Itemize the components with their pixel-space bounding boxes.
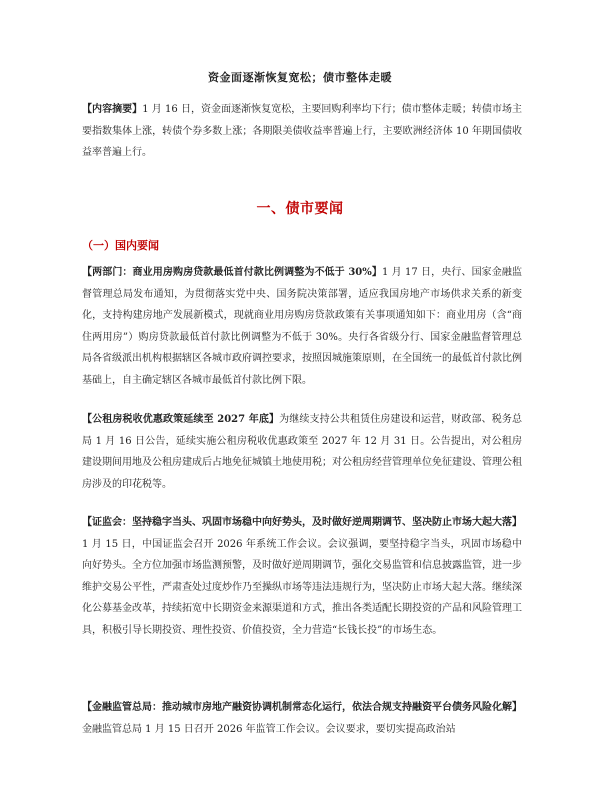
news-item [82,409,522,495]
news-item-headline: 【证监会：坚持稳字当头、巩固市场稳中向好势头，及时做好逆周期调节、坚决防止市场大起大落】 [82,517,522,528]
news-item-body: 为继续支持公共租赁住房建设和运营，财政部、税务总局 1 月 16 日公告，延续实施公租房税收优惠政策至 2027 年 12 月 31 日。公告提出，对公租房建设期间用地及公租房建成后占地免征城镇土地使用税；对公租房经营管理单位免征建设、管理公租房涉及的印花税等。 [82,414,523,490]
news-item [82,512,522,641]
news-item-body: 1 月 17 日，央行、国家金融监督管理总局发布通知，为贯彻落实党中央、国务院决策部署，适应我国房地产市场供求关系的新变化，支持构建房地产发展新模式，现就商业用房购房贷款政策有关事项通知如下：商业用房（含“商住两用房”）购房贷款最低首付款比例调整为不低于 30%。央行各省级分行、国家金融监督管理总局各省级派出机构根据辖区各城市政府调控要求，按照因城施策原则，在全国统一的最低首付款比例基础上，自主确定辖区各城市最低首付款比例下限。 [82,267,522,386]
news-item-headline: 【公租房税收优惠政策延续至 2027 年底】 [82,414,280,425]
document-title: 资金面逐渐恢复宽松；债市整体走暖 [208,71,392,84]
news-item-headline: 【两部门：商业用房购房贷款最低首付款比例调整为不低于 30%】 [82,267,382,278]
summary-paragraph [82,99,522,164]
news-item [82,262,522,391]
news-item-body: 1 月 15 日，中国证监会召开 2026 年系统工作会议。会议强调，要坚持稳字当头，巩固市场稳中向好势头。全方位加强市场监测预警，及时做好逆周期调节，强化交易监管和信息披露监管，进一步维护交易公平性，严肃查处过度炒作乃至操纵市场等违法违规行为，坚决防止市场大起大落。继续深化公募基金改革，持续拓宽中长期资金来源渠道和方式，推出各类适配长期投资的产品和风险管理工具，积极引导长期投资、理性投资、价值投资，全力营造“长钱长投”的市场生态。 [82,538,522,636]
news-item-body: 金融监管总局 1 月 15 日召开 2026 年监管工作会议。会议要求，要切实提高政治站 [82,723,456,735]
summary-text: 1 月 16 日，资金面逐渐恢复宽松，主要回购利率均下行；债市整体走暖；转债市场主要指数集体上涨，转债个券多数上涨；各期限美债收益率普遍上行，主要欧洲经济体 10 年期国债收益率普遍上行。 [82,104,523,158]
section-heading: 一、债市要闻 [256,201,344,217]
news-item [82,697,522,740]
summary-label: 【内容摘要】 [82,104,143,115]
news-item-headline: 【金融监管总局：推动城市房地产融资协调机制常态化运行，依法合规支持融资平台债务风险化解】 [82,702,522,713]
subsection-heading: （一）国内要闻 [82,239,159,252]
